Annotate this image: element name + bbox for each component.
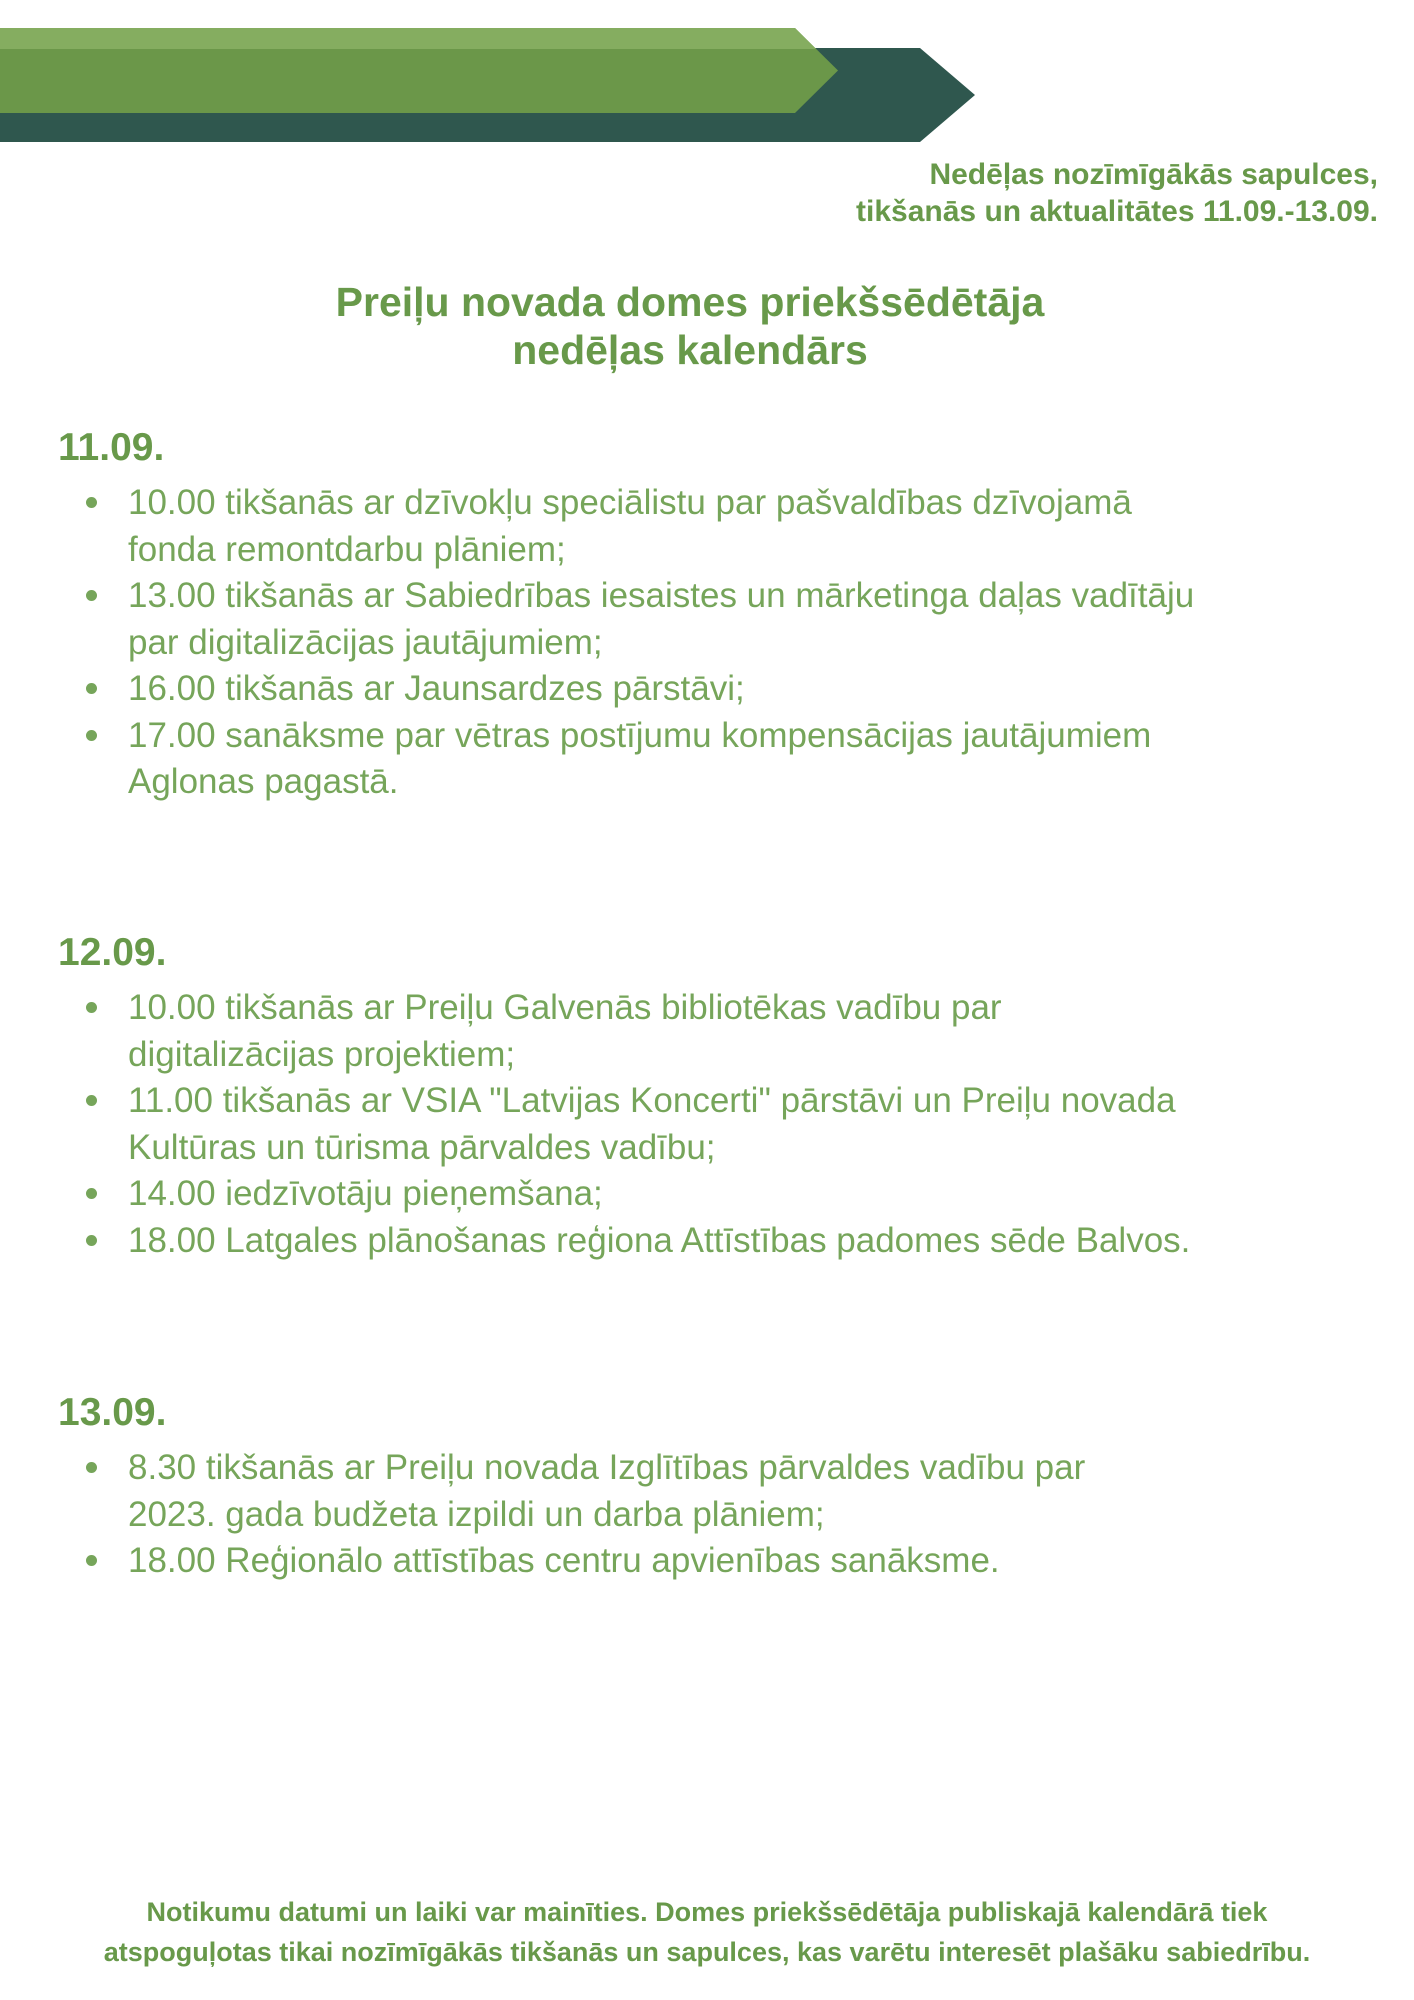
event-line: par digitalizācijas jautājumiem; xyxy=(128,622,603,662)
event-item xyxy=(58,573,1374,666)
event-line: 18.00 Reģionālo attīstības centru apvienības sanāksme. xyxy=(128,1541,1000,1580)
page-title xyxy=(0,278,1380,374)
event-line: 13.00 tikšanās ar Sabiedrības iesaistes un mārketinga daļas vadītāju xyxy=(128,576,1195,615)
event-line: digitalizācijas projektiem; xyxy=(128,1034,516,1074)
event-item xyxy=(58,985,1374,1078)
event-item xyxy=(58,1445,1374,1538)
event-item xyxy=(58,1538,1374,1585)
day-heading: 12.09. xyxy=(58,931,167,974)
footer-note xyxy=(0,1892,1414,1972)
event-list xyxy=(58,985,1374,1264)
event-line: 8.30 tikšanās ar Preiļu novada Izglītības pārvaldes vadību par xyxy=(128,1448,1086,1487)
footer-note-line2: atspoguļotas tikai nozīmīgākās tikšanās un sapulces, kas varētu interesēt plašāku sabiedrību. xyxy=(103,1937,1311,1967)
event-line: 18.00 Latgales plānošanas reģiona Attīstības padomes sēde Balvos. xyxy=(128,1220,1191,1260)
event-line: 10.00 tikšanās ar dzīvokļu speciālistu par pašvaldības dzīvojamā xyxy=(128,483,1132,522)
day-section-11-09 xyxy=(58,424,1374,806)
banner xyxy=(0,0,1414,160)
footer-note-line1: Notikumu datumi un laiki var mainīties. Domes priekšsēdētāja publiskajā kalendārā tiek xyxy=(146,1897,1268,1927)
event-line: 16.00 tikšanās ar Jaunsardzes pārstāvi; xyxy=(128,669,745,708)
event-line: fonda remontdarbu plāniem; xyxy=(128,529,566,569)
event-line: Aglonas pagastā. xyxy=(128,762,399,801)
event-item xyxy=(58,1171,1374,1218)
event-line: 17.00 sanāksme par vētras postījumu kompensācijas jautājumiem xyxy=(128,715,1152,755)
header-note xyxy=(856,156,1378,230)
event-item xyxy=(58,713,1374,806)
day-heading: 11.09. xyxy=(58,426,165,469)
header-note-line1: Nedēļas nozīmīgākās sapulces, xyxy=(929,158,1378,191)
page-title-line1: Preiļu novada domes priekšsēdētāja xyxy=(335,279,1045,325)
day-section-12-09 xyxy=(58,929,1374,1264)
event-list xyxy=(58,480,1374,806)
event-line: Kultūras un tūrisma pārvaldes vadību; xyxy=(128,1127,716,1167)
day-heading: 13.09. xyxy=(58,1391,167,1434)
event-line: 2023. gada budžeta izpildi un darba plāniem; xyxy=(128,1494,825,1534)
banner-arrow-highlight-icon xyxy=(0,28,816,49)
event-line: 10.00 tikšanās ar Preiļu Galvenās bibliotēkas vadību par xyxy=(128,988,1002,1027)
event-line: 14.00 iedzīvotāju pieņemšana; xyxy=(128,1174,603,1213)
header-note-line2: tikšanās un aktualitātes 11.09.-13.09. xyxy=(856,195,1378,228)
event-list xyxy=(58,1445,1374,1585)
day-section-13-09 xyxy=(58,1389,1374,1585)
page-title-line2: nedēļas kalendārs xyxy=(512,327,868,373)
event-item xyxy=(58,480,1374,573)
event-item xyxy=(58,1218,1374,1265)
event-item xyxy=(58,666,1374,713)
event-item xyxy=(58,1078,1374,1171)
event-line: 11.00 tikšanās ar VSIA "Latvijas Koncerti" pārstāvi un Preiļu novada xyxy=(128,1081,1176,1120)
